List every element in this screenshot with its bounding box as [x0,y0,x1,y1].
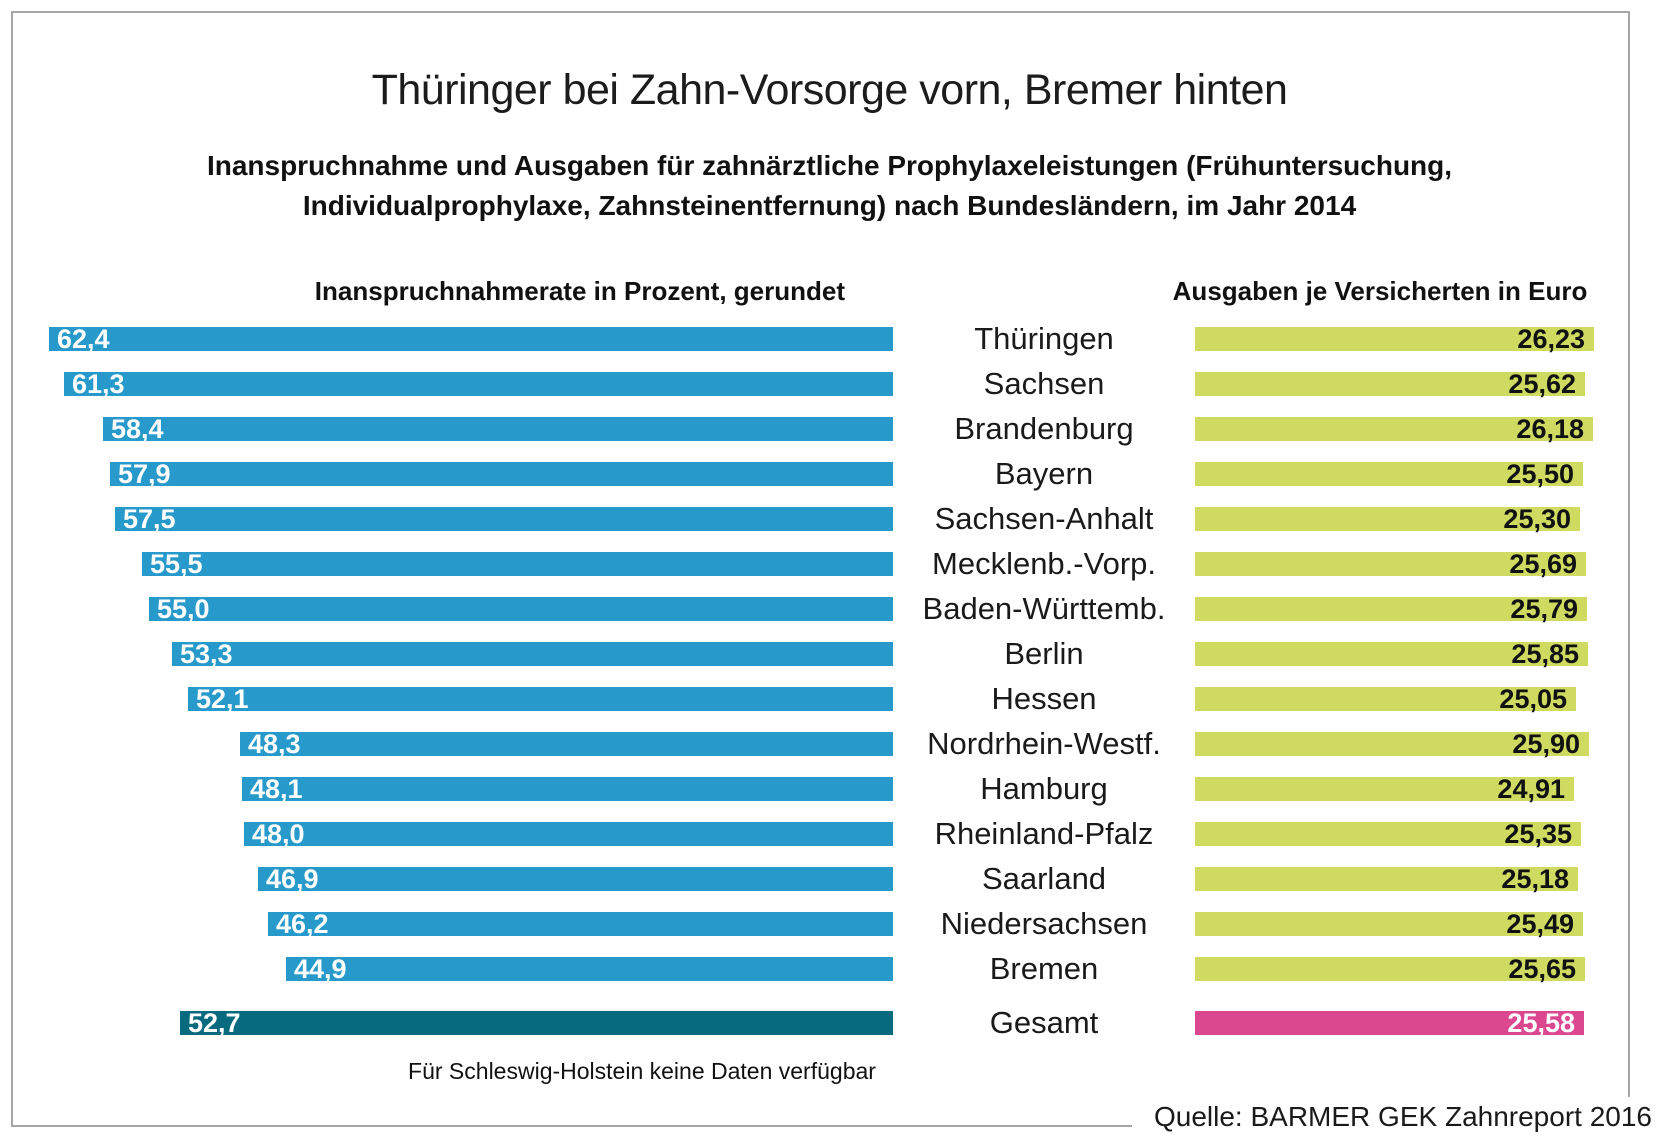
euro-value: 25,30 [1503,504,1571,534]
rate-value: 62,4 [57,324,110,354]
state-label: Nordrhein-Westf. [927,726,1161,761]
state-label: Sachsen [983,366,1105,401]
rate-bar [103,414,893,444]
euro-value: 25,49 [1506,909,1574,939]
rate-value: 46,9 [266,864,319,894]
page-title: Thüringer bei Zahn-Vorsorge vorn, Bremer hinten [371,66,1288,114]
rate-value: 52,1 [196,684,249,714]
euro-value: 25,05 [1499,684,1567,714]
state-label: Mecklenb.-Vorp. [932,546,1156,581]
state-label: Hessen [991,681,1097,716]
rate-value: 55,0 [157,594,210,624]
euro-value: 25,58 [1507,1008,1575,1038]
euro-value: 25,69 [1509,549,1577,579]
rate-bar [49,324,893,354]
euro-value: 24,91 [1497,774,1565,804]
state-label: Bremen [989,951,1099,986]
rate-bar [244,819,893,849]
euro-bar [1195,1008,1584,1038]
euro-bar [1195,684,1576,714]
right-column-header: Ausgaben je Versicherten in Euro [1172,276,1588,306]
rate-bar [110,459,893,489]
rate-value: 57,5 [123,504,176,534]
euro-bar [1195,414,1593,444]
euro-bar [1195,369,1585,399]
euro-value: 25,79 [1510,594,1578,624]
state-label: Berlin [1004,636,1084,671]
state-label: Gesamt [989,1005,1099,1040]
state-label: Baden-Württemb. [922,591,1166,626]
euro-value: 26,18 [1516,414,1584,444]
state-label: Bayern [994,456,1094,491]
euro-bar [1195,729,1589,759]
euro-bar [1195,459,1583,489]
state-label: Hamburg [980,771,1108,806]
euro-bar [1195,504,1580,534]
rate-bar [188,684,893,714]
rate-value: 48,1 [250,774,303,804]
euro-value: 25,62 [1508,369,1576,399]
euro-value: 26,23 [1517,324,1585,354]
subtitle-line-2: Individualprophylaxe, Zahnsteinentfernung) nach Bundesländern, im Jahr 2014 [302,190,1357,221]
rate-bar [240,729,893,759]
euro-bar [1195,864,1578,894]
page-subtitle [0,146,1659,226]
subtitle-line-1: Inanspruchnahme und Ausgaben für zahnärztliche Prophylaxeleistungen (Frühuntersuchung, [206,150,1453,181]
rate-value: 52,7 [188,1008,241,1038]
state-label: Rheinland-Pfalz [934,816,1154,851]
rate-value: 48,3 [248,729,301,759]
state-label: Thüringen [974,321,1114,356]
rate-value: 44,9 [294,954,347,984]
euro-bar [1195,774,1574,804]
euro-value: 25,85 [1511,639,1579,669]
rate-value: 53,3 [180,639,233,669]
euro-bar [1195,954,1585,984]
footnote: Für Schleswig-Holstein keine Daten verfügbar [408,1058,876,1084]
euro-bar [1195,594,1587,624]
euro-value: 25,18 [1501,864,1569,894]
rate-value: 57,9 [118,459,171,489]
rate-bar [115,504,893,534]
rate-bar [64,369,893,399]
rate-bar [242,774,893,804]
rate-bar [142,549,893,579]
rate-value: 46,2 [276,909,329,939]
rate-value: 61,3 [72,369,125,399]
rate-bar [172,639,893,669]
state-label: Niedersachsen [940,906,1148,941]
rate-bar [258,864,893,894]
rate-value: 58,4 [111,414,164,444]
euro-value: 25,65 [1508,954,1576,984]
left-column-header: Inanspruchnahmerate in Prozent, gerundet [314,276,845,306]
state-label: Saarland [981,861,1107,896]
rate-bar [268,909,893,939]
euro-value: 25,90 [1512,729,1580,759]
euro-value: 25,35 [1504,819,1572,849]
euro-bar [1195,549,1586,579]
rate-bar [286,954,893,984]
rate-bar [180,1008,893,1038]
rate-value: 55,5 [150,549,203,579]
euro-bar [1195,324,1594,354]
source-credit: Quelle: BARMER GEK Zahnreport 2016 [1132,1097,1654,1143]
euro-bar [1195,909,1583,939]
rate-value: 48,0 [252,819,305,849]
state-label: Brandenburg [954,411,1134,446]
state-label: Sachsen-Anhalt [934,501,1154,536]
euro-bar [1195,819,1581,849]
rate-bar [149,594,893,624]
euro-bar [1195,639,1588,669]
euro-value: 25,50 [1506,459,1574,489]
